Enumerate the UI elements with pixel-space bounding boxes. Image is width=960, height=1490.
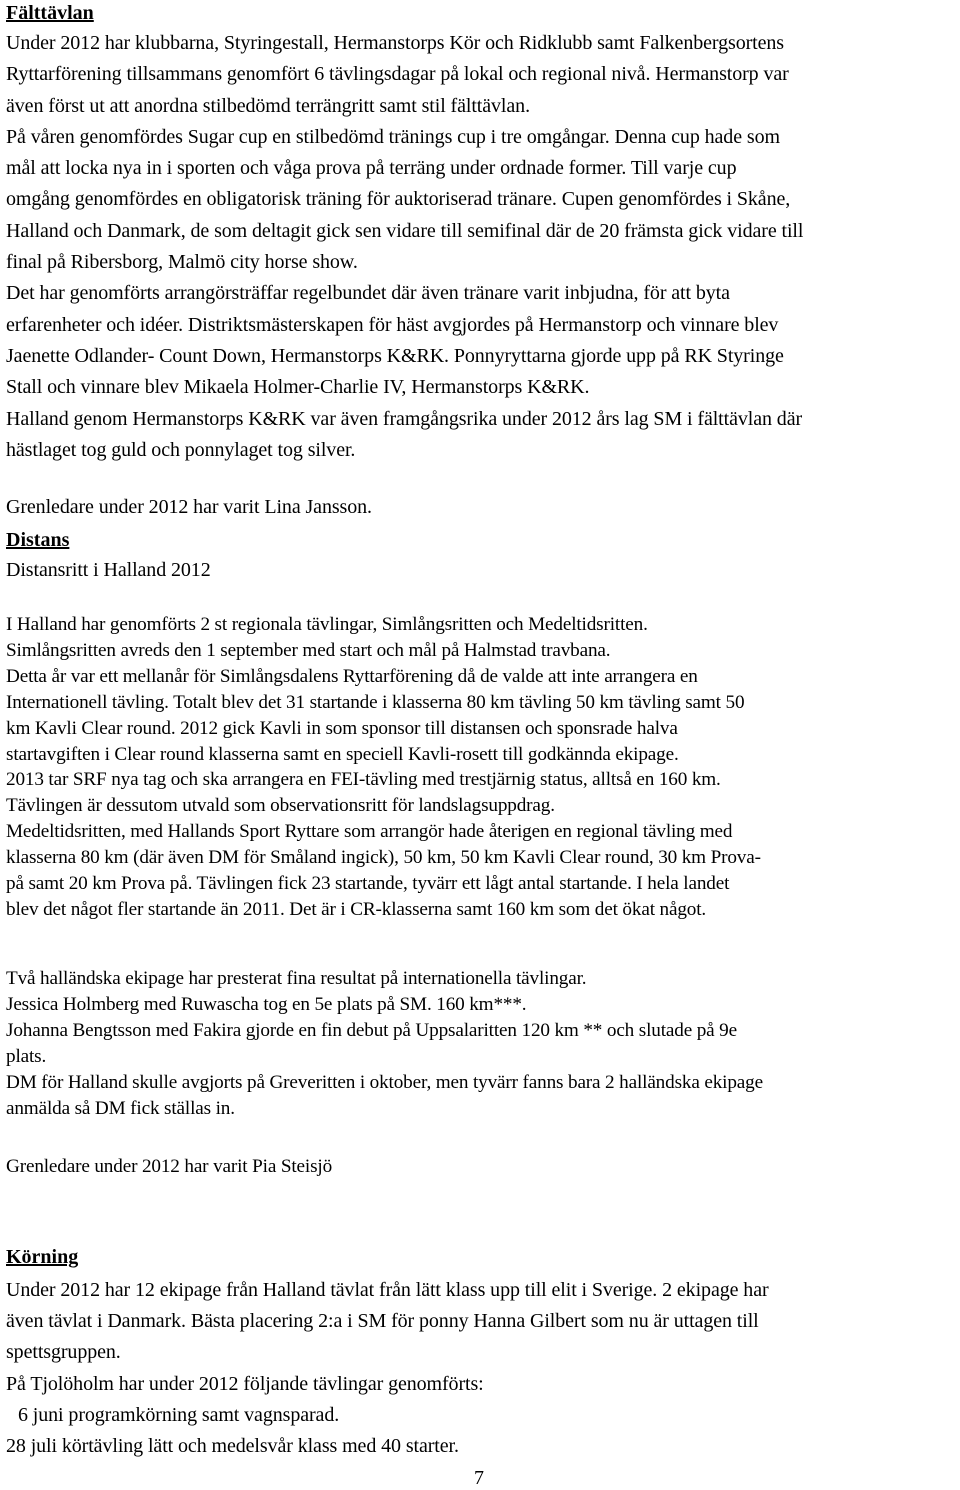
text-line: Simlångsritten avreds den 1 september med start och mål på Halmstad travbana. (6, 639, 611, 661)
grenledare-distans: Grenledare under 2012 har varit Pia Steisjö (6, 1156, 333, 1177)
text-line: hästlaget tog guld och ponnylaget tog silver. (6, 438, 356, 461)
text-line: Halland genom Hermanstorps K&RK var även framgångsrika under 2012 års lag SM i fälttävlan där (6, 407, 803, 430)
text-line: Två halländska ekipage har presterat fina resultat på internationella tävlingar. (6, 968, 587, 989)
text-line: final på Ribersborg, Malmö city horse show. (6, 251, 358, 274)
text-line: DM för Halland skulle avgjorts på Greveritten i oktober, men tyvärr fanns bara 2 halländska ekipage (6, 1071, 763, 1093)
text-line: startavgiften i Clear round klasserna samt en speciell Kavli-rosett till godkännda ekipage. (6, 743, 679, 765)
text-line: plats. (6, 1045, 47, 1067)
text-line: Tävlingen är dessutom utvald som observationsritt för landslagsuppdrag. (6, 795, 555, 817)
text-line: Det har genomförts arrangörsträffar regelbundet där även tränare varit inbjudna, för att byta (6, 282, 730, 305)
text-line: km Kavli Clear round. 2012 gick Kavli in som sponsor till distansen och sponsrade halva (6, 717, 678, 739)
text-line: I Halland har genomförts 2 st regionala tävlingar, Simlångsritten och Medeltidsritten. (6, 614, 648, 635)
text-line: på samt 20 km Prova på. Tävlingen fick 23 startande, tyvärr ett lågt antal startande. I hela landet (6, 873, 730, 895)
distans-body (6, 612, 956, 923)
text-line: Ryttarförening tillsammans genomfört 6 tävlingsdagar på lokal och regional nivå. Hermanstorp var (6, 63, 789, 86)
text-line: På våren genomfördes Sugar cup en stilbedömd tränings cup i tre omgångar. Denna cup hade som (6, 125, 780, 148)
text-line: även tävlat i Danmark. Bästa placering 2:a i SM för ponny Hanna Gilbert som nu är uttagen till (6, 1310, 759, 1333)
text-line: På Tjolöholm har under 2012 följande tävlingar genomförts: (6, 1372, 484, 1395)
falttavlan-body (6, 28, 956, 466)
text-line: erfarenheter och idéer. Distriktsmästerskapen för häst avgjordes på Hermanstorp och vinnare blev (6, 313, 779, 336)
page-number: 7 (474, 1467, 484, 1489)
text-line: blev det något fler startande än 2011. Det är i CR-klasserna samt 160 km som det ökat något. (6, 898, 707, 920)
distans-results (6, 966, 956, 1121)
text-line: Jessica Holmberg med Ruwascha tog en 5e plats på SM. 160 km***. (6, 993, 527, 1015)
korning-body (6, 1275, 956, 1462)
grenledare-falttavlan: Grenledare under 2012 har varit Lina Jansson. (6, 496, 372, 518)
text-line: 2013 tar SRF nya tag och ska arrangera en FEI-tävling med trestjärnig status, alltså en 160 km. (6, 769, 721, 791)
event-item: 28 juli körtävling lätt och medelsvår klass med 40 starter. (6, 1435, 459, 1458)
text-line: klasserna 80 km (där även DM för Småland ingick), 50 km, 50 km Kavli Clear round, 30 km Prova- (6, 847, 761, 869)
heading-distans: Distans (6, 529, 70, 551)
text-line: omgång genomfördes en obligatorisk träning för auktoriserad tränare. Cupen genomfördes i Skåne, (6, 188, 791, 211)
text-line: Under 2012 har klubbarna, Styringestall, Hermanstorps Kör och Ridklubb samt Falkenbergsortens (6, 32, 784, 54)
text-line: Detta år var ett mellanår för Simlångsdalens Ryttarförening då de valde att inte arrangera en (6, 665, 698, 687)
text-line: Under 2012 har 12 ekipage från Halland tävlat från lätt klass upp till elit i Sverige. 2 ekipage har (6, 1279, 769, 1301)
distans-subtitle: Distansritt i Halland 2012 (6, 559, 211, 581)
text-line: även först ut att anordna stilbedömd terrängritt samt stil fälttävlan. (6, 94, 530, 117)
text-line: Internationell tävling. Totalt blev det 31 startande i klasserna 80 km tävling 50 km tävling samt 50 (6, 691, 745, 713)
event-item: 6 juni programkörning samt vagnsparad. (18, 1403, 340, 1426)
text-line: mål att locka nya in i sporten och våga prova på terräng under ordnade former. Till varje cup (6, 157, 737, 180)
text-line: Jaenette Odlander- Count Down, Hermanstorps K&RK. Ponnyryttarna gjorde upp på RK Styringe (6, 344, 784, 367)
text-line: Halland och Danmark, de som deltagit gick sen vidare till semifinal där de 20 främsta gick vidare till (6, 219, 804, 242)
text-line: anmälda så DM fick ställas in. (6, 1097, 235, 1119)
section-falttavlan (6, 0, 956, 466)
text-line: Johanna Bengtsson med Fakira gjorde en fin debut på Uppsalaritten 120 km ** och slutade på 9e (6, 1019, 737, 1041)
text-line: spettsgruppen. (6, 1341, 121, 1364)
text-line: Stall och vinnare blev Mikaela Holmer-Charlie IV, Hermanstorps K&RK. (6, 376, 590, 399)
heading-korning: Körning (6, 1246, 79, 1268)
text-line: Medeltidsritten, med Hallands Sport Ryttare som arrangör hade återigen en regional tävling med (6, 821, 733, 843)
heading-falttavlan: Fälttävlan (6, 2, 94, 24)
